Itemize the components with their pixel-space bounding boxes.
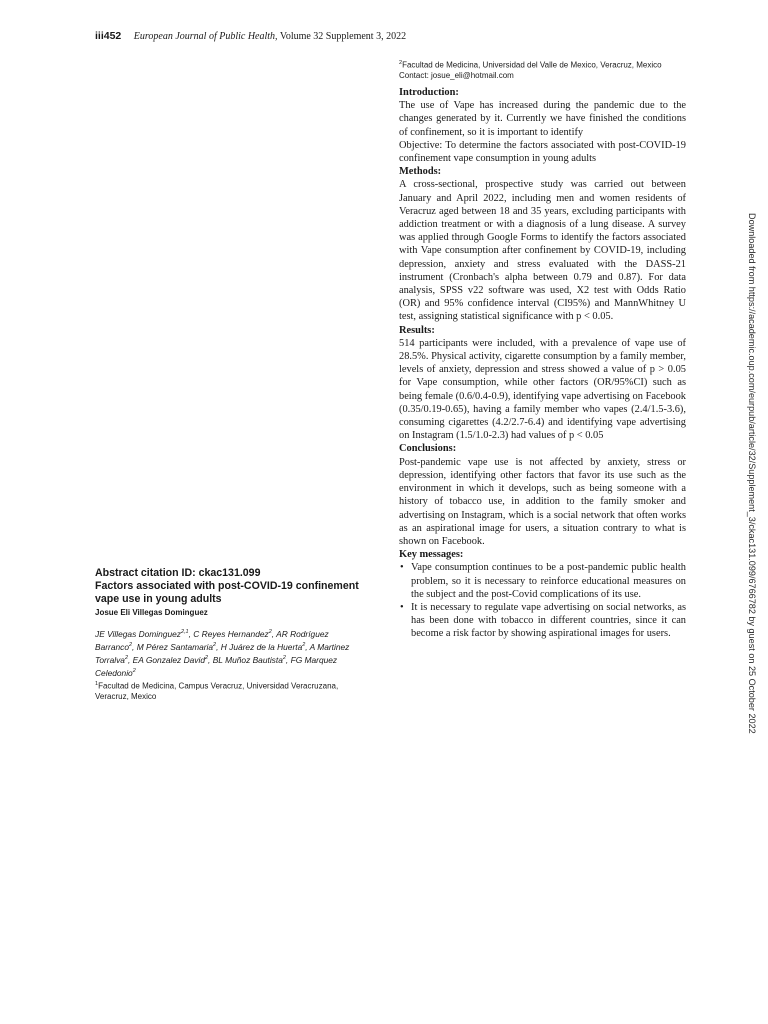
author-separator: , [216,641,221,652]
author-name: A Martinez Torralva [95,641,350,665]
download-watermark [746,213,758,803]
author-name: H Juárez de la Huerta [220,641,303,652]
journal-name: European Journal of Public Health, [133,31,278,42]
key-messages-heading: Key messages: [399,549,464,561]
affiliation-2-marker: 2 [399,60,403,66]
methods-heading: Methods: [399,166,442,178]
affiliation-2-text: Facultad de Medicina, Universidad del Valle de Mexico, Veracruz, Mexico [402,60,662,70]
author-affiliation-marker: 2 [132,667,136,674]
author-name: FG Marquez Celedonio [95,654,338,678]
affiliation-1-marker: 1 [95,680,99,687]
journal-volume: Volume 32 Supplement 3, 2022 [277,31,407,42]
author-separator: , [271,629,277,640]
citation-id: Abstract citation ID: ckac131.099 [95,567,261,579]
key-message-item [399,601,686,641]
affiliation-2 [399,58,689,82]
author-affiliation-marker: 2 [302,642,306,649]
contact-line: Contact: josue_eli@hotmail.com [399,71,514,81]
affiliation-1-text: Facultad de Medicina, Campus Veracruz, Universidad Veracruzana, Veracruz, Mexico [95,681,339,701]
author-separator: , [132,641,137,652]
running-header [95,30,406,42]
introduction-text: The use of Vape has increased during the pandemic due to the changes generated by it. Currently we have finished the conditions of confinement, so it is important to identify [399,100,686,138]
author-name: JE Villegas Dominguez [95,629,181,640]
abstract-body [399,86,686,641]
author-affiliation-marker: 2 [128,642,133,649]
author-affiliation-marker: 2,1 [180,629,189,636]
author-separator: , [128,654,133,665]
affiliation-1 [95,679,365,703]
conclusions-text: Post-pandemic vape use is not affected by anxiety, stress or depression, identifying other factors that favor its use such as the environment in which it develops, such as being someone with a history of tobacco use, in addition to the family smoker and advertising on Instagram, which is a social network that often works as an aspirational image for users, a situation contrary to what is shown on Facebook. [399,456,686,547]
author-affiliation-marker: 2 [204,654,209,661]
author-name: EA Gonzalez David [132,654,205,665]
author-affiliation-marker: 2 [268,629,272,636]
author-list [95,627,365,678]
download-note: Downloaded from https://academic.oup.com/eurpub/article/32/Supplement_3/ckac131.099/6766782 by guest on 25 October 2022 [747,213,757,734]
author-affiliation-marker: 2 [282,654,286,661]
objective-text: Objective: To determine the factors associated with post-COVID-19 confinement vape consumption in young adults [399,139,686,165]
author-name: C Reyes Hernandez [193,629,269,640]
key-message-item [399,561,686,601]
key-message-text: It is necessary to regulate vape advertising on social networks, as has been done with tobacco in different countries, since it can become a risk factor by showing aspirational images for users. [411,601,686,640]
author-separator: , [285,654,291,665]
page-number: iii452 [95,30,122,42]
conclusions-heading: Conclusions: [399,443,457,455]
abstract-front-matter [95,567,365,702]
author-name: AR Rodríguez Barranco [95,629,329,652]
methods-text: A cross-sectional, prospective study was carried out between January and April 2022, including men and women residents of Veracruz aged between 18 and 35 years, excluding participants with addiction treatment or with a diagnosis of a lung disease. A survey was applied through Google Forms to identify the factors associated with Vape consumption after confinement by COVID-19, including depression, anxiety and stress evaluated with the DASS-21 instrument (Cronbach's alpha between 0.79 and 0.87). For data analysis, SPSS v22 software was used, X2 test with Odds Ratio (OR) and 95% confidence interval (CI95%) and MannWhitney U test, assigning statistical significance with p < 0.05. [399,179,686,323]
introduction-heading: Introduction: [399,87,459,98]
author-affiliation-marker: 2 [124,654,129,661]
author-separator: , [305,641,310,652]
key-messages-list [399,561,686,640]
author-separator: , [188,629,194,640]
author-affiliation-marker: 2 [213,642,217,649]
bullet-icon: • [400,601,404,613]
results-heading: Results: [399,324,435,336]
author-name: M Pérez Santamaria [136,641,214,652]
bullet-icon: • [400,562,404,574]
presenter-name: Josue Eli Villegas Dominguez [95,608,208,618]
results-text: 514 participants were included, with a prevalence of vape use of 28.5%. Physical activity, cigarette consumption by a family member, levels of anxiety, depression and stress showed a value of p > 0.05 for Vape consumption, while other factors (OR/95%CI) such as being female (0.6/0.4-0.9), identifying vape advertising on Facebook (0.35/0.19-0.65), having a family member who vapes (2.4/1.5-3.6), consuming cigarettes (4.2/2.7-6.4) and identifying vape advertising on Instagram (1.5/1.0-2.3) had values of p < 0.05 [399,337,686,442]
key-message-text: Vape consumption continues to be a post-pandemic public health problem, so it is necessary to reinforce educational measures on the subject and the post-Covid complications of its use. [411,562,686,600]
author-separator: , [208,654,213,665]
author-name: BL Muñoz Bautista [212,654,283,665]
abstract-title: Factors associated with post-COVID-19 confinement vape use in young adults [95,579,359,605]
